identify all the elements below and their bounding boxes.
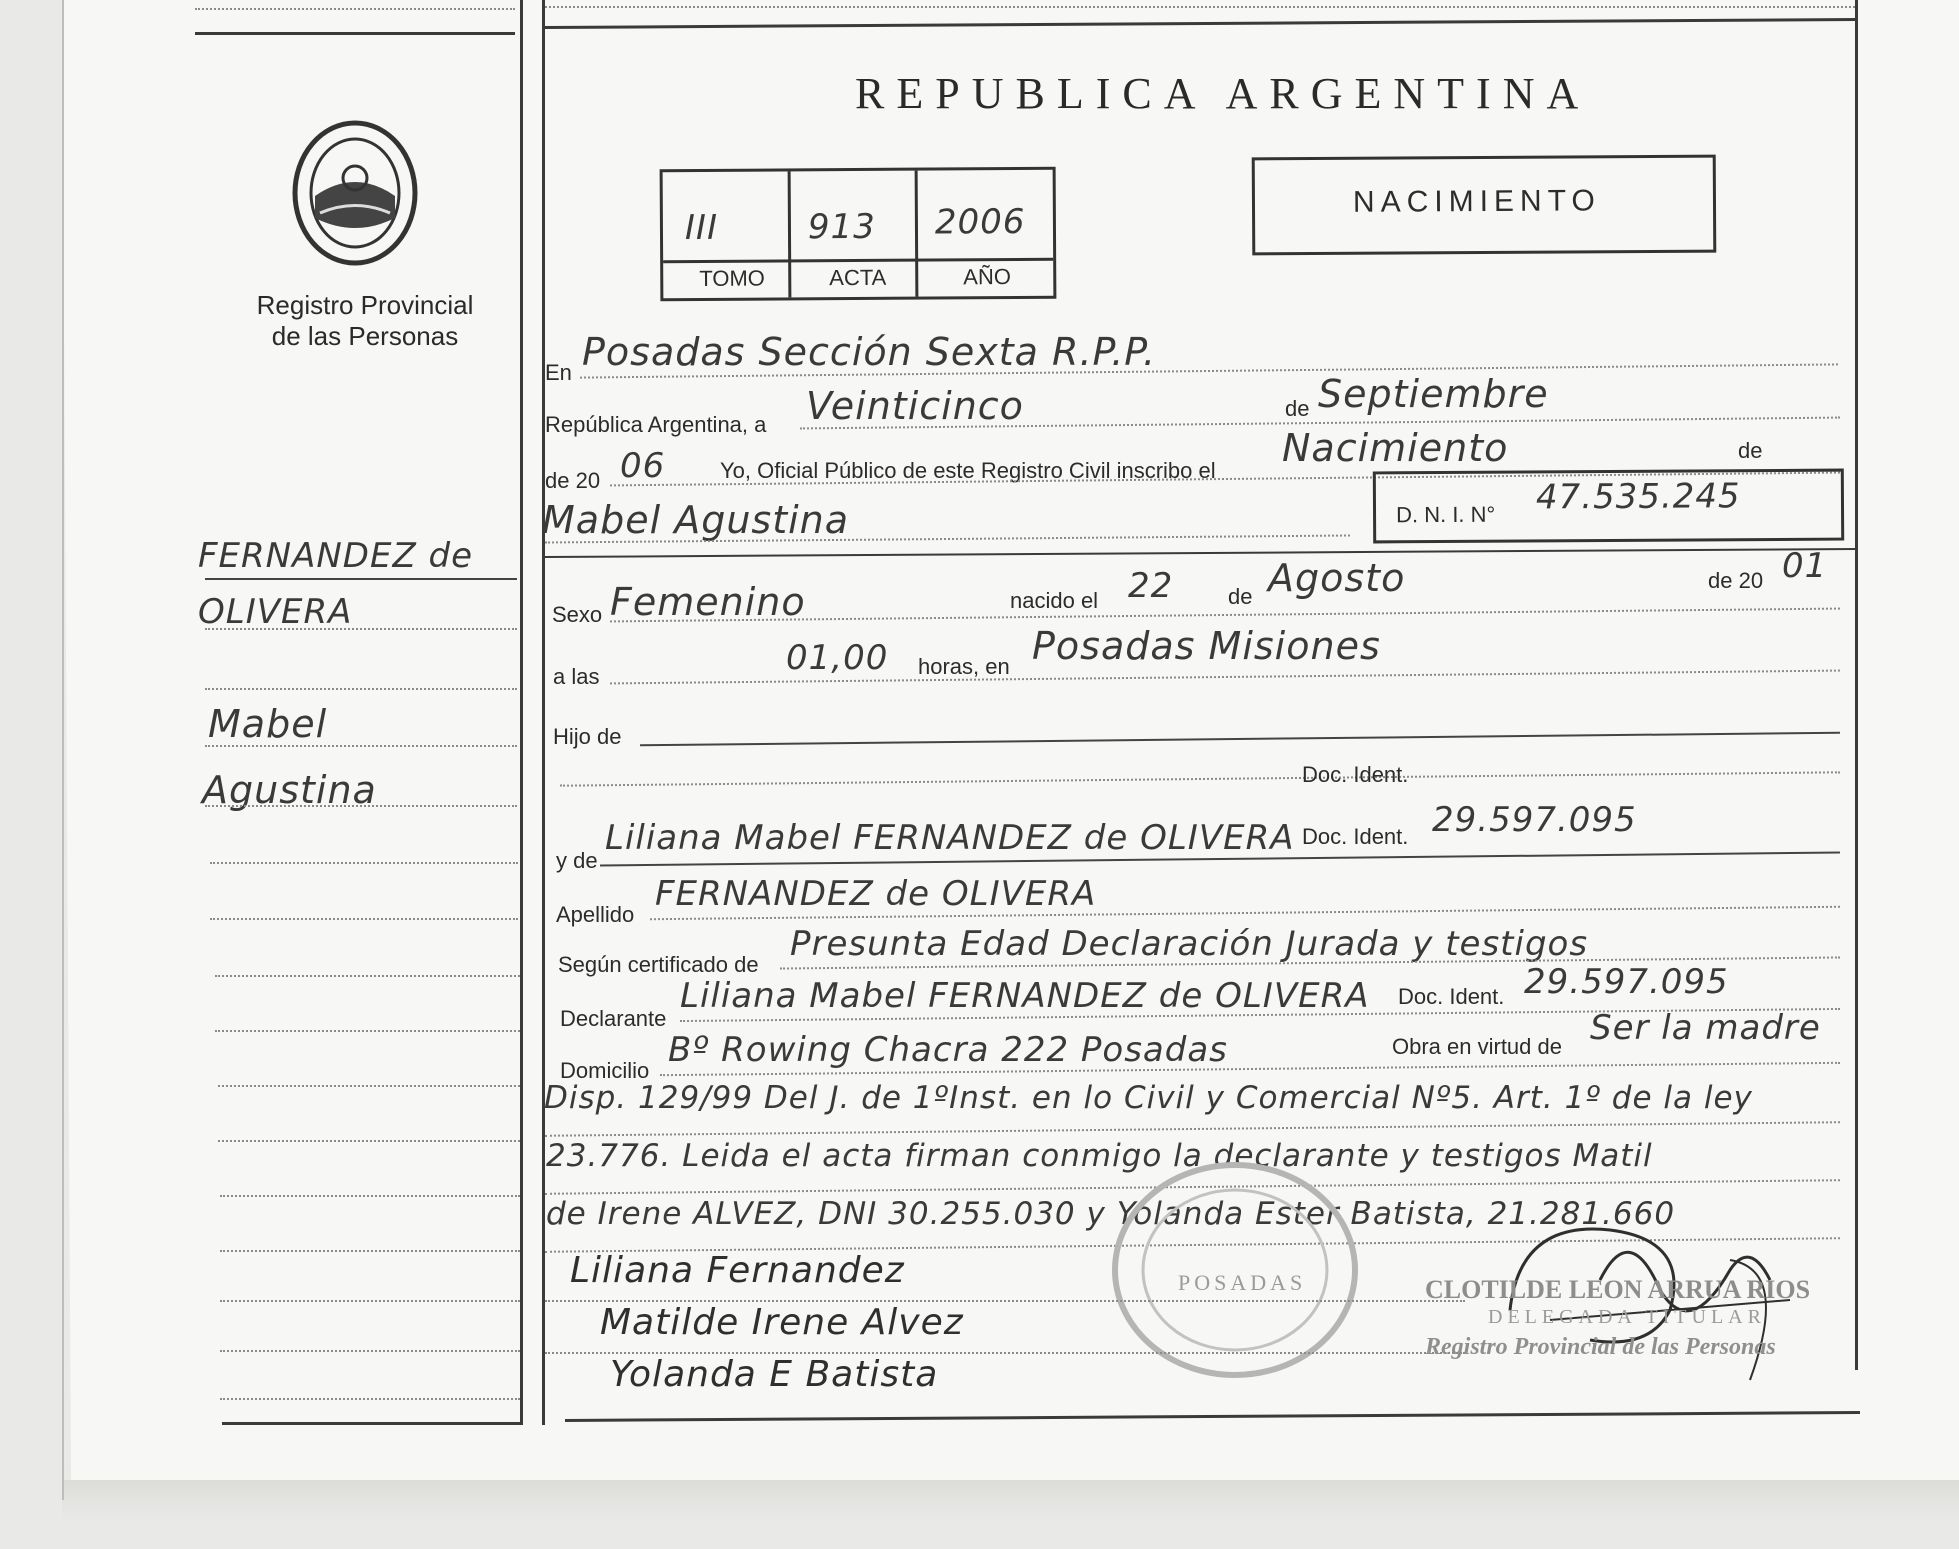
label-de20: de 20 (545, 468, 601, 493)
label-apellido: Apellido (556, 902, 635, 927)
top-dotted-left (195, 8, 515, 10)
margin-line (215, 1030, 520, 1032)
label-de-mes: de (1285, 396, 1310, 421)
act-type-box (1252, 155, 1717, 256)
field-declarante-doc: 29.597.095 (1524, 962, 1729, 1002)
acta-label: ACTA (829, 264, 887, 291)
label-declarante: Declarante (560, 1006, 667, 1031)
label-nacido: nacido el (1010, 588, 1099, 613)
label-sexo: Sexo (552, 602, 603, 627)
field-madre: Liliana Mabel FERNANDEZ de OLIVERA (605, 818, 1295, 858)
provincial-seal-icon (290, 118, 420, 268)
field-obra: Ser la madre (1590, 1008, 1821, 1048)
label-segun: Según certificado de (558, 952, 759, 977)
label-doc-ident-declarante: Doc. Ident. (1398, 984, 1505, 1009)
bottom-rule-left (222, 1422, 522, 1425)
margin-surname-1: FERNANDEZ de (198, 536, 474, 576)
label-horas-en: horas, en (918, 654, 1010, 679)
field-mes-nac: Agosto (1268, 556, 1406, 600)
label-domicilio: Domicilio (560, 1058, 650, 1083)
sheet-bottom-edge (62, 1480, 1959, 1520)
officer-role: DELEGADA TITULAR (1488, 1306, 1766, 1328)
field-mes: Septiembre (1318, 372, 1549, 416)
field-dia: Veinticinco (806, 384, 1024, 428)
field-acto: Nacimiento (1282, 426, 1509, 470)
label-de20-nac: de 20 (1708, 568, 1764, 593)
label-y-de: y de (556, 848, 598, 873)
label-doc-ident-madre: Doc. Ident. (1302, 824, 1409, 849)
field-nombre: Mabel Agustina (542, 498, 850, 542)
field-certificado: Presunta Edad Declaración Jurada y testigos (790, 924, 1589, 964)
tomo-acta-box (660, 167, 1057, 301)
registry-name (225, 290, 505, 352)
margin-line (218, 1085, 520, 1087)
act-type-label: NACIMIENTO (1352, 184, 1601, 219)
field-madre-doc: 29.597.095 (1432, 800, 1637, 840)
label-en: En (545, 360, 572, 385)
field-declarante: Liliana Mabel FERNANDEZ de OLIVERA (680, 976, 1370, 1016)
field-domicilio: Bº Rowing Chacra 222 Posadas (668, 1030, 1228, 1070)
field-lugar: Posadas Sección Sexta R.P.P. (582, 330, 1157, 374)
field-sexo: Femenino (610, 580, 806, 624)
top-rule-left (195, 32, 515, 35)
label-obra: Obra en virtud de (1392, 1034, 1562, 1059)
column-divider-left (520, 0, 523, 1425)
field-lugar-nac: Posadas Misiones (1032, 624, 1381, 668)
registry-name-line1: Registro Provincial (256, 290, 474, 320)
field-dni: 47.535.245 (1535, 476, 1741, 518)
label-oficial: Yo, Oficial Público de este Registro Civil inscribo el (720, 458, 1216, 483)
margin-line (218, 1140, 520, 1142)
stamp-city: POSADAS (1178, 1270, 1307, 1295)
margin-line (215, 975, 520, 977)
margin-line (220, 1195, 520, 1197)
signature-declarante: Liliana Fernandez (570, 1250, 905, 1291)
label-republica: República Argentina, a (545, 412, 767, 437)
margin-line (210, 862, 518, 864)
field-hora: 01,00 (786, 638, 889, 678)
margin-line (220, 1300, 520, 1302)
tomo-label: TOMO (699, 265, 765, 291)
margin-given-2: Agustina (202, 768, 377, 812)
column-divider-right (542, 0, 545, 1425)
field-anio-nac: 01 (1782, 546, 1828, 586)
registry-name-line2: de las Personas (271, 321, 459, 351)
label-hijo-de: Hijo de (553, 724, 622, 749)
margin-line (210, 918, 518, 920)
margin-line (205, 745, 517, 747)
signature-witness-1: Matilde Irene Alvez (600, 1302, 964, 1343)
margin-line (205, 805, 517, 807)
margin-line (205, 628, 517, 630)
row-line (545, 1300, 1465, 1302)
field-dia-nac: 22 (1128, 566, 1174, 606)
margin-surname-2: OLIVERA (198, 592, 353, 632)
note-line-3: de Irene ALVEZ, DNI 30.255.030 y Yolanda Ester Batista, 21.281.660 (546, 1196, 1676, 1232)
margin-line (220, 1350, 520, 1352)
note-line-1: Disp. 129/99 Del J. de 1ºInst. en lo Civil y Comercial Nº5. Art. 1º de la ley (544, 1080, 1753, 1116)
margin-line (205, 578, 517, 580)
officer-org: Registro Provincial de las Personas (1425, 1334, 1776, 1360)
officer-name: CLOTILDE LEON ARRUA RIOS (1425, 1275, 1811, 1304)
right-border (1855, 0, 1858, 1370)
ano-label: AÑO (963, 264, 1012, 290)
margin-line (220, 1250, 520, 1252)
label-doc-ident-padre: Doc. Ident. (1302, 762, 1409, 787)
dni-box (1373, 469, 1844, 544)
label-a-las: a las (553, 664, 600, 689)
note-line-2: 23.776. Leida el acta firman conmigo la declarante y testigos Matil (546, 1138, 1653, 1174)
field-apellido: FERNANDEZ de OLIVERA (655, 874, 1097, 914)
margin-line (205, 688, 517, 690)
label-de-mes-nac: de (1228, 584, 1253, 609)
field-anio-suffix: 06 (620, 446, 666, 486)
ano-value: 2006 (934, 201, 1026, 243)
row-line (545, 1352, 1465, 1354)
margin-line (220, 1398, 520, 1400)
left-margin-edge (62, 0, 64, 1500)
top-dotted-right (545, 6, 1855, 8)
page-title: REPUBLICA ARGENTINA (855, 69, 1591, 118)
tomo-value: III (684, 207, 719, 249)
label-dni: D. N. I. N° (1395, 501, 1496, 528)
label-de-acto: de (1738, 438, 1763, 463)
acta-value: 913 (807, 206, 876, 248)
margin-given-1: Mabel (208, 702, 328, 746)
signature-witness-2: Yolanda E Batista (610, 1354, 939, 1395)
